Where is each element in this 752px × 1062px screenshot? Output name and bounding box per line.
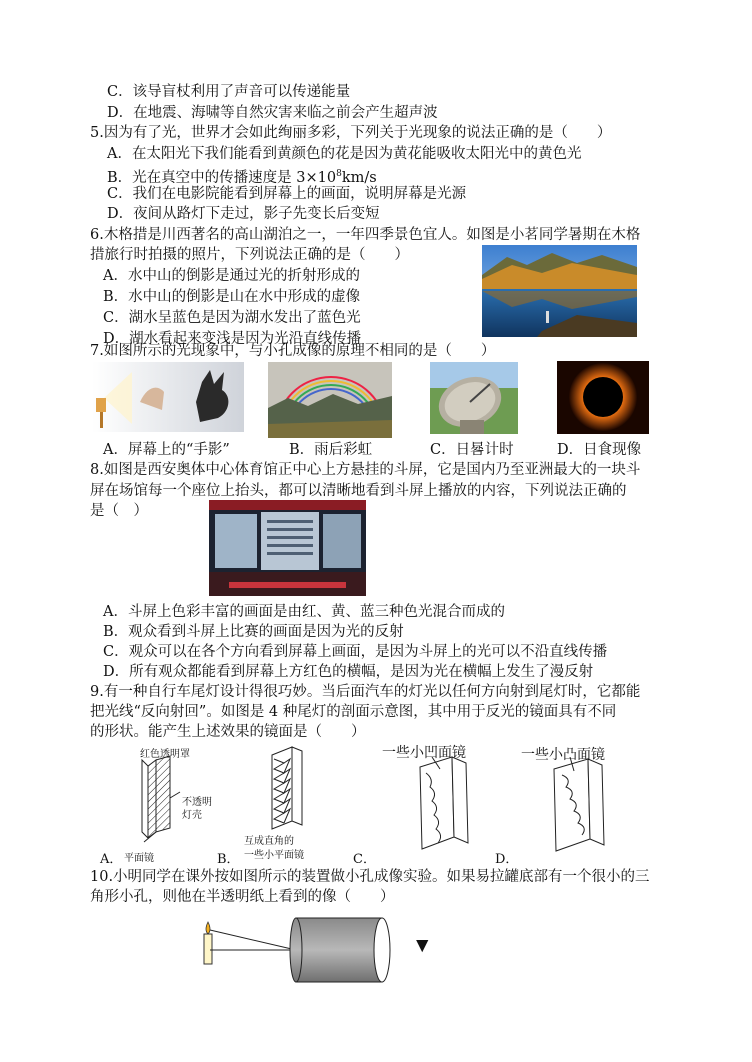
q8-stem-line1: 8.如图是西安奥体中心体育馆正中心上方悬挂的斗屏，它是国内乃至亚洲最大的一块斗 <box>90 462 641 478</box>
q7-option-a: A．屏幕上的“手影” <box>103 442 230 458</box>
q8-option-d: D．所有观众都能看到屏幕上方红色的横幅，是因为光在横幅上发生了漫反射 <box>103 664 594 680</box>
q4-option-c: C．该导盲杖利用了声音可以传递能量 <box>107 84 351 100</box>
rainbow-photo <box>268 362 392 438</box>
q9-stem-line2: 把光线“反向射回”。如图是 4 种尾灯的剖面示意图，其中用于反光的镜面具有不同 <box>90 704 617 720</box>
q9-stem-line1: 9.有一种自行车尾灯设计得很巧妙。当后面汽车的灯光以任何方向射到尾灯时，它都能 <box>90 684 641 700</box>
b-label-line2: 一些小平面镜 <box>244 850 304 861</box>
a-cover-label: 红色透明罩 <box>140 749 190 760</box>
q5-stem: 5.因为有了光，世界才会如此绚丽多彩，下列关于光现象的说法正确的是（ ） <box>90 125 612 141</box>
q6-option-d: D．湖水看起来变浅是因为光沿直线传播 <box>103 331 362 347</box>
q9-option-b: B． <box>217 852 240 867</box>
q7-stem: 7.如图所示的光现象中，与小孔成像的原理不相同的是（ ） <box>90 343 496 359</box>
q8-stem-line2: 屏在场馆每一个座位上抬头，都可以清晰地看到斗屏上播放的内容，下列说法正确的 <box>90 483 627 499</box>
b-label-line1: 互成直角的 <box>244 836 294 847</box>
a-opaque-label-line2: 灯壳 <box>182 810 202 821</box>
tail-light-d-diagram <box>548 757 614 855</box>
q5-option-b: B．光在真空中的传播速度是 $3\times 10^8km/s$ <box>107 169 377 186</box>
pinhole-camera-diagram <box>196 912 446 992</box>
q9-stem-line3: 的形状。能产生上述效果的镜面是（ ） <box>90 724 366 740</box>
sundial-photo <box>430 362 518 434</box>
q10-stem-line2: 角形小孔，则他在半透明纸上看到的像（ ） <box>90 889 395 905</box>
a-opaque-label-line1: 不透明 <box>182 797 212 808</box>
q7-option-b: B．雨后彩虹 <box>289 442 373 458</box>
a-mirror-label: 平面镜 <box>124 853 154 864</box>
q9-option-a: A． <box>100 852 123 867</box>
q6-stem-line1: 6.木格措是川西著名的高山湖泊之一，一年四季景色宜人。如图是小茗同学暑期在木格 <box>90 227 641 243</box>
q4-option-d: D．在地震、海啸等自然灾害来临之前会产生超声波 <box>107 105 438 121</box>
q6-stem-line2: 措旅行时拍摄的照片，下列说法正确的是（ ） <box>90 247 409 263</box>
lake-photo <box>482 245 637 337</box>
q7-option-d: D．日食现像 <box>557 442 642 458</box>
q8-stem-line3: 是（ ） <box>90 503 148 519</box>
q8-option-a: A．斗屏上色彩丰富的画面是由红、黄、蓝三种色光混合而成的 <box>103 604 505 620</box>
q6-option-c: C．湖水呈蓝色是因为湖水发出了蓝色光 <box>103 310 361 326</box>
arena-screen-photo <box>209 500 366 596</box>
solar-eclipse-photo <box>557 361 649 434</box>
q5-option-d: D．夜间从路灯下走过，影子先变长后变短 <box>107 206 380 222</box>
q6-option-a: A．水中山的倒影是通过光的折射形成的 <box>103 268 360 284</box>
q6-option-b: B．水中山的倒影是山在水中形成的虚像 <box>103 289 361 305</box>
q8-option-c: C．观众可以在各个方向看到屏幕上画面，是因为斗屏上的光可以不沿直线传播 <box>103 644 608 660</box>
d-label: 一些小凸面镜 <box>521 747 605 763</box>
q9-option-c: C． <box>353 852 376 867</box>
q8-option-b: B．观众看到斗屏上比赛的画面是因为光的反射 <box>103 624 404 640</box>
tail-light-c-diagram <box>414 755 478 855</box>
q5-option-c: C．我们在电影院能看到屏幕上的画面，说明屏幕是光源 <box>107 186 467 202</box>
q5-option-a: A．在太阳光下我们能看到黄颜色的花是因为黄花能吸收太阳光中的黄色光 <box>107 146 582 162</box>
inverted-image-mark: ▲ <box>416 938 429 957</box>
q9-option-d: D． <box>495 852 519 867</box>
tail-light-b-diagram <box>262 745 310 831</box>
q7-option-c: C．日晷计时 <box>430 442 514 458</box>
c-label: 一些小凹面镜 <box>382 745 466 761</box>
hand-shadow-photo <box>92 362 244 432</box>
q10-stem-line1: 10.小明同学在课外按如图所示的装置做小孔成像实验。如果易拉罐底部有一个很小的三 <box>90 869 650 885</box>
